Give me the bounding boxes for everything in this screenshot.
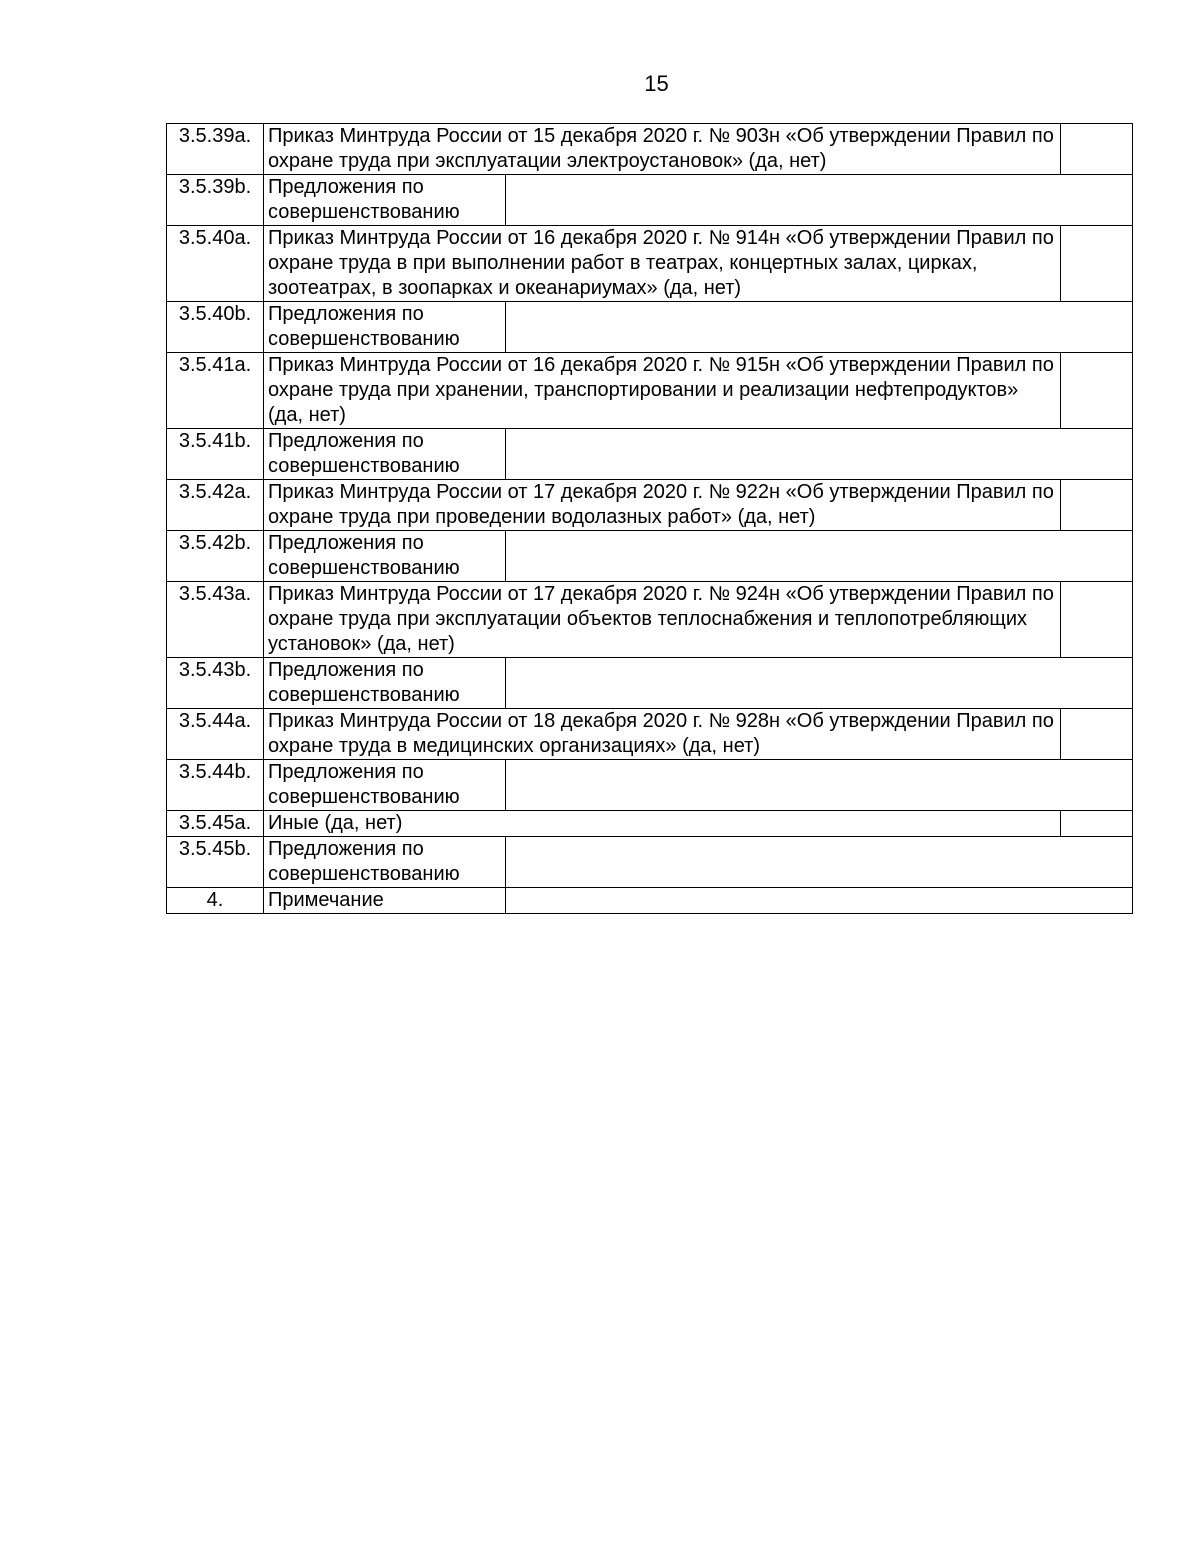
proposal-input-cell[interactable] (506, 175, 1133, 226)
answer-cell[interactable] (1061, 582, 1133, 658)
answer-cell[interactable] (1061, 226, 1133, 302)
item-number: 3.5.45a. (167, 811, 264, 837)
proposal-label: Предложения по совершенствованию (264, 429, 506, 480)
proposal-label: Примечание (264, 888, 506, 914)
item-number: 3.5.45b. (167, 837, 264, 888)
item-number: 3.5.43b. (167, 658, 264, 709)
proposal-input-cell[interactable] (506, 888, 1133, 914)
answer-cell[interactable] (1061, 709, 1133, 760)
question-row (167, 582, 1133, 658)
proposal-label: Предложения по совершенствованию (264, 302, 506, 353)
item-number: 3.5.42a. (167, 480, 264, 531)
question-row (167, 709, 1133, 760)
item-number: 3.5.41b. (167, 429, 264, 480)
question-text: Иные (да, нет) (264, 811, 1061, 837)
proposal-row (167, 888, 1133, 914)
item-number: 3.5.40b. (167, 302, 264, 353)
proposal-input-cell[interactable] (506, 302, 1133, 353)
answer-cell[interactable] (1061, 353, 1133, 429)
proposal-label: Предложения по совершенствованию (264, 175, 506, 226)
proposal-label: Предложения по совершенствованию (264, 531, 506, 582)
item-number: 3.5.43a. (167, 582, 264, 658)
question-row (167, 811, 1133, 837)
item-number: 3.5.44b. (167, 760, 264, 811)
item-number: 3.5.39a. (167, 124, 264, 175)
proposal-input-cell[interactable] (506, 760, 1133, 811)
proposal-input-cell[interactable] (506, 429, 1133, 480)
question-text: Приказ Минтруда России от 15 декабря 2020 г. № 903н «Об утверждении Правил по охране труда при эксплуатации электроустановок» (да, нет) (264, 124, 1061, 175)
item-number: 4. (167, 888, 264, 914)
proposal-row (167, 760, 1133, 811)
proposal-label: Предложения по совершенствованию (264, 760, 506, 811)
proposal-row (167, 175, 1133, 226)
question-text: Приказ Минтруда России от 16 декабря 2020 г. № 914н «Об утверждении Правил по охране труда в при выполнении работ в театрах, концертных залах, цирках, зоотеатрах, в зоопарках и океанариумах» (да, нет) (264, 226, 1061, 302)
question-text: Приказ Минтруда России от 17 декабря 2020 г. № 924н «Об утверждении Правил по охране труда при эксплуатации объектов теплоснабжения и теплопотребляющих установок» (да, нет) (264, 582, 1061, 658)
proposal-input-cell[interactable] (506, 658, 1133, 709)
proposal-input-cell[interactable] (506, 837, 1133, 888)
proposal-row (167, 837, 1133, 888)
answer-cell[interactable] (1061, 480, 1133, 531)
question-row (167, 124, 1133, 175)
page-number: 15 (644, 71, 669, 96)
question-row (167, 480, 1133, 531)
proposal-row (167, 531, 1133, 582)
proposal-input-cell[interactable] (506, 531, 1133, 582)
item-number: 3.5.39b. (167, 175, 264, 226)
proposal-label: Предложения по совершенствованию (264, 837, 506, 888)
question-row (167, 226, 1133, 302)
answer-cell[interactable] (1061, 811, 1133, 837)
proposal-row (167, 302, 1133, 353)
proposal-row (167, 429, 1133, 480)
question-text: Приказ Минтруда России от 17 декабря 2020 г. № 922н «Об утверждении Правил по охране труда при проведении водолазных работ» (да, нет) (264, 480, 1061, 531)
proposal-row (167, 658, 1133, 709)
answer-cell[interactable] (1061, 124, 1133, 175)
proposal-label: Предложения по совершенствованию (264, 658, 506, 709)
item-number: 3.5.40a. (167, 226, 264, 302)
question-row (167, 353, 1133, 429)
item-number: 3.5.44a. (167, 709, 264, 760)
question-text: Приказ Минтруда России от 16 декабря 2020 г. № 915н «Об утверждении Правил по охране труда при хранении, транспортировании и реализации нефтепродуктов» (да, нет) (264, 353, 1061, 429)
survey-table (166, 123, 1133, 914)
item-number: 3.5.42b. (167, 531, 264, 582)
item-number: 3.5.41a. (167, 353, 264, 429)
question-text: Приказ Минтруда России от 18 декабря 2020 г. № 928н «Об утверждении Правил по охране труда в медицинских организациях» (да, нет) (264, 709, 1061, 760)
